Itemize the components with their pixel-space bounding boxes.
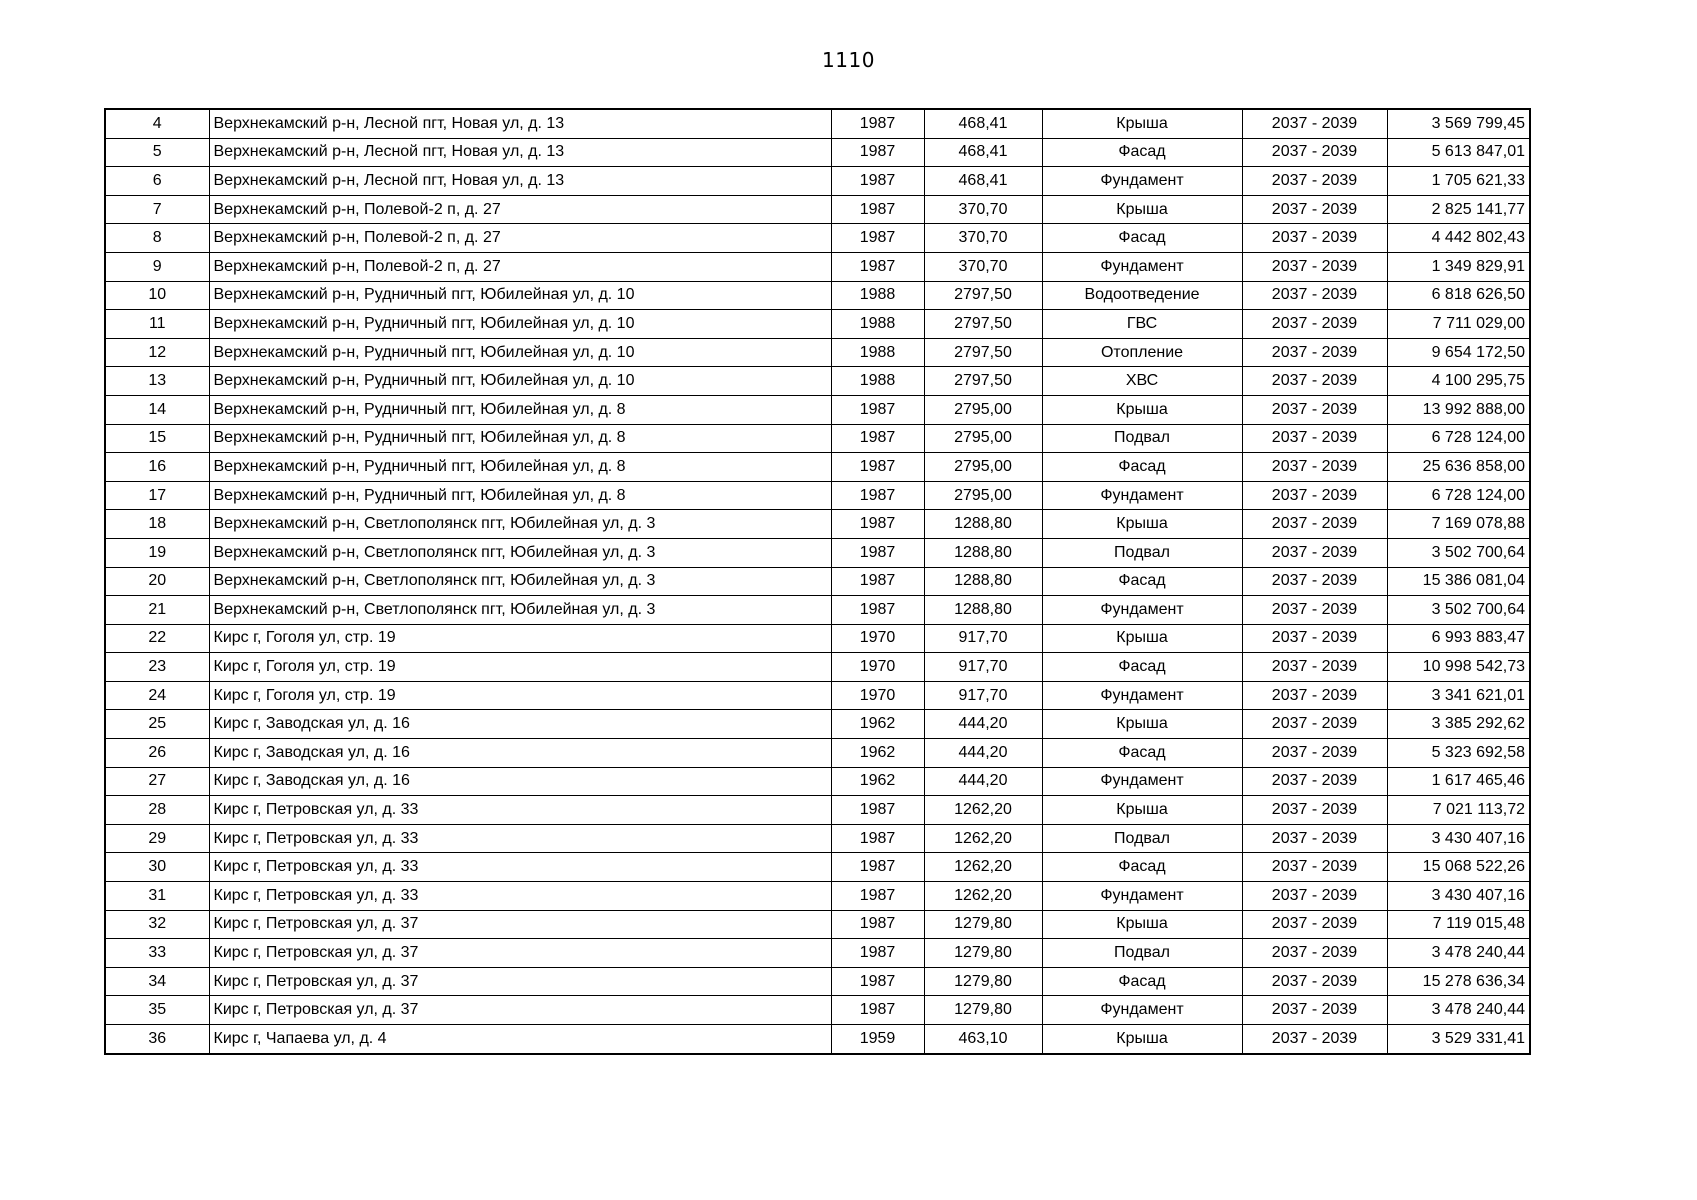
year-built-cell: 1987 — [831, 424, 924, 453]
row-number-cell: 21 — [105, 596, 209, 625]
period-cell: 2037 - 2039 — [1242, 853, 1387, 882]
cost-cell: 1 349 829,91 — [1387, 252, 1530, 281]
cost-cell: 15 068 522,26 — [1387, 853, 1530, 882]
year-built-cell: 1987 — [831, 395, 924, 424]
work-type-cell: Водоотведение — [1042, 281, 1242, 310]
area-cell: 1288,80 — [924, 538, 1042, 567]
cost-cell: 13 992 888,00 — [1387, 395, 1530, 424]
period-cell: 2037 - 2039 — [1242, 310, 1387, 339]
cost-cell: 1 705 621,33 — [1387, 167, 1530, 196]
row-number-cell: 12 — [105, 338, 209, 367]
cost-cell: 6 993 883,47 — [1387, 624, 1530, 653]
row-number-cell: 13 — [105, 367, 209, 396]
address-cell: Кирс г, Заводская ул, д. 16 — [209, 767, 831, 796]
period-cell: 2037 - 2039 — [1242, 596, 1387, 625]
period-cell: 2037 - 2039 — [1242, 252, 1387, 281]
area-cell: 1288,80 — [924, 567, 1042, 596]
year-built-cell: 1987 — [831, 996, 924, 1025]
year-built-cell: 1987 — [831, 910, 924, 939]
area-cell: 917,70 — [924, 624, 1042, 653]
year-built-cell: 1987 — [831, 967, 924, 996]
year-built-cell: 1987 — [831, 109, 924, 138]
period-cell: 2037 - 2039 — [1242, 567, 1387, 596]
address-cell: Верхнекамский р-н, Рудничный пгт, Юбилейная ул, д. 8 — [209, 481, 831, 510]
work-type-cell: Фасад — [1042, 567, 1242, 596]
table-row — [105, 109, 1530, 138]
area-cell: 468,41 — [924, 109, 1042, 138]
row-number-cell: 24 — [105, 681, 209, 710]
period-cell: 2037 - 2039 — [1242, 367, 1387, 396]
area-cell: 2795,00 — [924, 453, 1042, 482]
work-type-cell: Крыша — [1042, 624, 1242, 653]
year-built-cell: 1987 — [831, 596, 924, 625]
work-type-cell: Крыша — [1042, 910, 1242, 939]
address-cell: Верхнекамский р-н, Рудничный пгт, Юбилейная ул, д. 10 — [209, 281, 831, 310]
table-row — [105, 538, 1530, 567]
table-row — [105, 824, 1530, 853]
cost-cell: 4 442 802,43 — [1387, 224, 1530, 253]
table-row — [105, 367, 1530, 396]
period-cell: 2037 - 2039 — [1242, 767, 1387, 796]
work-type-cell: Крыша — [1042, 1025, 1242, 1054]
table-row — [105, 767, 1530, 796]
work-type-cell: ХВС — [1042, 367, 1242, 396]
period-cell: 2037 - 2039 — [1242, 939, 1387, 968]
work-type-cell: Подвал — [1042, 424, 1242, 453]
table-row — [105, 281, 1530, 310]
year-built-cell: 1987 — [831, 252, 924, 281]
work-type-cell: Крыша — [1042, 796, 1242, 825]
work-type-cell: Фундамент — [1042, 681, 1242, 710]
work-type-cell: Крыша — [1042, 109, 1242, 138]
work-type-cell: Фундамент — [1042, 767, 1242, 796]
table-row — [105, 453, 1530, 482]
cost-cell: 25 636 858,00 — [1387, 453, 1530, 482]
table-row — [105, 224, 1530, 253]
area-cell: 2795,00 — [924, 424, 1042, 453]
work-type-cell: Фундамент — [1042, 481, 1242, 510]
period-cell: 2037 - 2039 — [1242, 882, 1387, 911]
row-number-cell: 29 — [105, 824, 209, 853]
row-number-cell: 14 — [105, 395, 209, 424]
cost-cell: 15 278 636,34 — [1387, 967, 1530, 996]
address-cell: Верхнекамский р-н, Светлополянск пгт, Юбилейная ул, д. 3 — [209, 510, 831, 539]
area-cell: 1279,80 — [924, 939, 1042, 968]
area-cell: 917,70 — [924, 653, 1042, 682]
table-body — [105, 109, 1530, 1054]
area-cell: 2797,50 — [924, 367, 1042, 396]
work-type-cell: Фундамент — [1042, 596, 1242, 625]
period-cell: 2037 - 2039 — [1242, 224, 1387, 253]
address-cell: Кирс г, Петровская ул, д. 33 — [209, 796, 831, 825]
address-cell: Верхнекамский р-н, Рудничный пгт, Юбилейная ул, д. 10 — [209, 338, 831, 367]
year-built-cell: 1962 — [831, 767, 924, 796]
page-number: 1110 — [822, 48, 875, 72]
area-cell: 444,20 — [924, 767, 1042, 796]
table-row — [105, 338, 1530, 367]
year-built-cell: 1987 — [831, 167, 924, 196]
work-type-cell: Подвал — [1042, 824, 1242, 853]
table-row — [105, 195, 1530, 224]
area-cell: 2795,00 — [924, 395, 1042, 424]
work-type-cell: Фасад — [1042, 453, 1242, 482]
row-number-cell: 33 — [105, 939, 209, 968]
address-cell: Верхнекамский р-н, Рудничный пгт, Юбилейная ул, д. 8 — [209, 395, 831, 424]
work-type-cell: Фасад — [1042, 653, 1242, 682]
area-cell: 2795,00 — [924, 481, 1042, 510]
year-built-cell: 1988 — [831, 338, 924, 367]
period-cell: 2037 - 2039 — [1242, 281, 1387, 310]
address-cell: Кирс г, Петровская ул, д. 37 — [209, 939, 831, 968]
year-built-cell: 1988 — [831, 310, 924, 339]
address-cell: Верхнекамский р-н, Полевой-2 п, д. 27 — [209, 224, 831, 253]
row-number-cell: 27 — [105, 767, 209, 796]
year-built-cell: 1987 — [831, 796, 924, 825]
period-cell: 2037 - 2039 — [1242, 424, 1387, 453]
year-built-cell: 1987 — [831, 453, 924, 482]
cost-cell: 3 341 621,01 — [1387, 681, 1530, 710]
table-row — [105, 138, 1530, 167]
area-cell: 468,41 — [924, 167, 1042, 196]
table-row — [105, 796, 1530, 825]
address-cell: Верхнекамский р-н, Лесной пгт, Новая ул, д. 13 — [209, 109, 831, 138]
row-number-cell: 5 — [105, 138, 209, 167]
table-row — [105, 681, 1530, 710]
row-number-cell: 23 — [105, 653, 209, 682]
table-row — [105, 853, 1530, 882]
table-row — [105, 252, 1530, 281]
cost-cell: 2 825 141,77 — [1387, 195, 1530, 224]
table-row — [105, 910, 1530, 939]
year-built-cell: 1970 — [831, 624, 924, 653]
year-built-cell: 1987 — [831, 481, 924, 510]
period-cell: 2037 - 2039 — [1242, 653, 1387, 682]
row-number-cell: 9 — [105, 252, 209, 281]
period-cell: 2037 - 2039 — [1242, 824, 1387, 853]
row-number-cell: 17 — [105, 481, 209, 510]
row-number-cell: 30 — [105, 853, 209, 882]
area-cell: 1279,80 — [924, 910, 1042, 939]
area-cell: 444,20 — [924, 710, 1042, 739]
year-built-cell: 1987 — [831, 138, 924, 167]
year-built-cell: 1987 — [831, 882, 924, 911]
period-cell: 2037 - 2039 — [1242, 624, 1387, 653]
cost-cell: 4 100 295,75 — [1387, 367, 1530, 396]
address-cell: Верхнекамский р-н, Рудничный пгт, Юбилейная ул, д. 10 — [209, 310, 831, 339]
year-built-cell: 1970 — [831, 681, 924, 710]
cost-cell: 9 654 172,50 — [1387, 338, 1530, 367]
row-number-cell: 8 — [105, 224, 209, 253]
work-type-cell: Фасад — [1042, 853, 1242, 882]
address-cell: Кирс г, Чапаева ул, д. 4 — [209, 1025, 831, 1054]
address-cell: Кирс г, Петровская ул, д. 37 — [209, 910, 831, 939]
cost-cell: 6 728 124,00 — [1387, 481, 1530, 510]
row-number-cell: 18 — [105, 510, 209, 539]
area-cell: 1279,80 — [924, 996, 1042, 1025]
table-row — [105, 567, 1530, 596]
year-built-cell: 1987 — [831, 939, 924, 968]
period-cell: 2037 - 2039 — [1242, 796, 1387, 825]
cost-cell: 10 998 542,73 — [1387, 653, 1530, 682]
period-cell: 2037 - 2039 — [1242, 395, 1387, 424]
work-type-cell: Крыша — [1042, 710, 1242, 739]
cost-cell: 3 569 799,45 — [1387, 109, 1530, 138]
year-built-cell: 1959 — [831, 1025, 924, 1054]
work-type-cell: Фундамент — [1042, 882, 1242, 911]
row-number-cell: 4 — [105, 109, 209, 138]
period-cell: 2037 - 2039 — [1242, 538, 1387, 567]
address-cell: Кирс г, Петровская ул, д. 37 — [209, 967, 831, 996]
period-cell: 2037 - 2039 — [1242, 195, 1387, 224]
address-cell: Верхнекамский р-н, Светлополянск пгт, Юбилейная ул, д. 3 — [209, 596, 831, 625]
area-cell: 1279,80 — [924, 967, 1042, 996]
table-row — [105, 739, 1530, 768]
address-cell: Верхнекамский р-н, Светлополянск пгт, Юбилейная ул, д. 3 — [209, 538, 831, 567]
address-cell: Кирс г, Петровская ул, д. 33 — [209, 882, 831, 911]
work-type-cell: Подвал — [1042, 538, 1242, 567]
work-type-cell: Фасад — [1042, 138, 1242, 167]
year-built-cell: 1987 — [831, 510, 924, 539]
address-cell: Верхнекамский р-н, Рудничный пгт, Юбилейная ул, д. 8 — [209, 453, 831, 482]
period-cell: 2037 - 2039 — [1242, 910, 1387, 939]
cost-cell: 5 323 692,58 — [1387, 739, 1530, 768]
table-row — [105, 710, 1530, 739]
cost-cell: 6 818 626,50 — [1387, 281, 1530, 310]
row-number-cell: 32 — [105, 910, 209, 939]
table-row — [105, 939, 1530, 968]
year-built-cell: 1970 — [831, 653, 924, 682]
area-cell: 370,70 — [924, 252, 1042, 281]
area-cell: 1262,20 — [924, 824, 1042, 853]
cost-cell: 15 386 081,04 — [1387, 567, 1530, 596]
year-built-cell: 1988 — [831, 281, 924, 310]
table-row — [105, 510, 1530, 539]
work-type-cell: Крыша — [1042, 510, 1242, 539]
year-built-cell: 1987 — [831, 824, 924, 853]
row-number-cell: 20 — [105, 567, 209, 596]
cost-cell: 3 430 407,16 — [1387, 824, 1530, 853]
table-row — [105, 624, 1530, 653]
area-cell: 917,70 — [924, 681, 1042, 710]
repair-schedule-table — [104, 108, 1531, 1055]
period-cell: 2037 - 2039 — [1242, 967, 1387, 996]
address-cell: Кирс г, Петровская ул, д. 33 — [209, 853, 831, 882]
table-row — [105, 653, 1530, 682]
table-row — [105, 167, 1530, 196]
cost-cell: 7 119 015,48 — [1387, 910, 1530, 939]
work-type-cell: Фундамент — [1042, 252, 1242, 281]
work-type-cell: Фасад — [1042, 739, 1242, 768]
area-cell: 444,20 — [924, 739, 1042, 768]
area-cell: 1262,20 — [924, 853, 1042, 882]
cost-cell: 5 613 847,01 — [1387, 138, 1530, 167]
year-built-cell: 1987 — [831, 195, 924, 224]
year-built-cell: 1962 — [831, 739, 924, 768]
row-number-cell: 26 — [105, 739, 209, 768]
address-cell: Верхнекамский р-н, Лесной пгт, Новая ул, д. 13 — [209, 167, 831, 196]
year-built-cell: 1987 — [831, 224, 924, 253]
row-number-cell: 35 — [105, 996, 209, 1025]
table-row — [105, 310, 1530, 339]
area-cell: 2797,50 — [924, 281, 1042, 310]
area-cell: 463,10 — [924, 1025, 1042, 1054]
address-cell: Кирс г, Петровская ул, д. 37 — [209, 996, 831, 1025]
area-cell: 370,70 — [924, 224, 1042, 253]
table-row — [105, 967, 1530, 996]
cost-cell: 6 728 124,00 — [1387, 424, 1530, 453]
cost-cell: 7 169 078,88 — [1387, 510, 1530, 539]
work-type-cell: Подвал — [1042, 939, 1242, 968]
address-cell: Верхнекамский р-н, Рудничный пгт, Юбилейная ул, д. 10 — [209, 367, 831, 396]
period-cell: 2037 - 2039 — [1242, 510, 1387, 539]
row-number-cell: 7 — [105, 195, 209, 224]
work-type-cell: Отопление — [1042, 338, 1242, 367]
row-number-cell: 15 — [105, 424, 209, 453]
work-type-cell: Фасад — [1042, 967, 1242, 996]
period-cell: 2037 - 2039 — [1242, 481, 1387, 510]
work-type-cell: Фасад — [1042, 224, 1242, 253]
cost-cell: 3 478 240,44 — [1387, 939, 1530, 968]
cost-cell: 3 529 331,41 — [1387, 1025, 1530, 1054]
address-cell: Верхнекамский р-н, Лесной пгт, Новая ул, д. 13 — [209, 138, 831, 167]
cost-cell: 3 385 292,62 — [1387, 710, 1530, 739]
row-number-cell: 6 — [105, 167, 209, 196]
work-type-cell: Крыша — [1042, 395, 1242, 424]
period-cell: 2037 - 2039 — [1242, 710, 1387, 739]
period-cell: 2037 - 2039 — [1242, 681, 1387, 710]
period-cell: 2037 - 2039 — [1242, 1025, 1387, 1054]
row-number-cell: 34 — [105, 967, 209, 996]
address-cell: Кирс г, Заводская ул, д. 16 — [209, 710, 831, 739]
address-cell: Кирс г, Заводская ул, д. 16 — [209, 739, 831, 768]
period-cell: 2037 - 2039 — [1242, 338, 1387, 367]
area-cell: 2797,50 — [924, 338, 1042, 367]
row-number-cell: 28 — [105, 796, 209, 825]
row-number-cell: 36 — [105, 1025, 209, 1054]
table-row — [105, 996, 1530, 1025]
cost-cell: 3 478 240,44 — [1387, 996, 1530, 1025]
year-built-cell: 1987 — [831, 853, 924, 882]
address-cell: Кирс г, Гоголя ул, стр. 19 — [209, 624, 831, 653]
address-cell: Кирс г, Петровская ул, д. 33 — [209, 824, 831, 853]
work-type-cell: Фундамент — [1042, 167, 1242, 196]
period-cell: 2037 - 2039 — [1242, 138, 1387, 167]
cost-cell: 3 502 700,64 — [1387, 538, 1530, 567]
table-row — [105, 882, 1530, 911]
year-built-cell: 1962 — [831, 710, 924, 739]
address-cell: Кирс г, Гоголя ул, стр. 19 — [209, 653, 831, 682]
row-number-cell: 11 — [105, 310, 209, 339]
work-type-cell: Фундамент — [1042, 996, 1242, 1025]
table-row — [105, 424, 1530, 453]
row-number-cell: 31 — [105, 882, 209, 911]
period-cell: 2037 - 2039 — [1242, 739, 1387, 768]
row-number-cell: 19 — [105, 538, 209, 567]
cost-cell: 1 617 465,46 — [1387, 767, 1530, 796]
address-cell: Верхнекамский р-н, Рудничный пгт, Юбилейная ул, д. 8 — [209, 424, 831, 453]
cost-cell: 3 430 407,16 — [1387, 882, 1530, 911]
table-row — [105, 395, 1530, 424]
work-type-cell: ГВС — [1042, 310, 1242, 339]
period-cell: 2037 - 2039 — [1242, 996, 1387, 1025]
row-number-cell: 25 — [105, 710, 209, 739]
address-cell: Верхнекамский р-н, Полевой-2 п, д. 27 — [209, 195, 831, 224]
cost-cell: 3 502 700,64 — [1387, 596, 1530, 625]
year-built-cell: 1988 — [831, 367, 924, 396]
period-cell: 2037 - 2039 — [1242, 453, 1387, 482]
area-cell: 1262,20 — [924, 796, 1042, 825]
area-cell: 468,41 — [924, 138, 1042, 167]
area-cell: 1288,80 — [924, 510, 1042, 539]
address-cell: Верхнекамский р-н, Светлополянск пгт, Юбилейная ул, д. 3 — [209, 567, 831, 596]
table-row — [105, 481, 1530, 510]
table-row — [105, 1025, 1530, 1054]
year-built-cell: 1987 — [831, 538, 924, 567]
area-cell: 1288,80 — [924, 596, 1042, 625]
cost-cell: 7 021 113,72 — [1387, 796, 1530, 825]
period-cell: 2037 - 2039 — [1242, 167, 1387, 196]
cost-cell: 7 711 029,00 — [1387, 310, 1530, 339]
area-cell: 1262,20 — [924, 882, 1042, 911]
address-cell: Кирс г, Гоголя ул, стр. 19 — [209, 681, 831, 710]
row-number-cell: 16 — [105, 453, 209, 482]
row-number-cell: 10 — [105, 281, 209, 310]
area-cell: 370,70 — [924, 195, 1042, 224]
period-cell: 2037 - 2039 — [1242, 109, 1387, 138]
area-cell: 2797,50 — [924, 310, 1042, 339]
address-cell: Верхнекамский р-н, Полевой-2 п, д. 27 — [209, 252, 831, 281]
row-number-cell: 22 — [105, 624, 209, 653]
work-type-cell: Крыша — [1042, 195, 1242, 224]
table-row — [105, 596, 1530, 625]
year-built-cell: 1987 — [831, 567, 924, 596]
